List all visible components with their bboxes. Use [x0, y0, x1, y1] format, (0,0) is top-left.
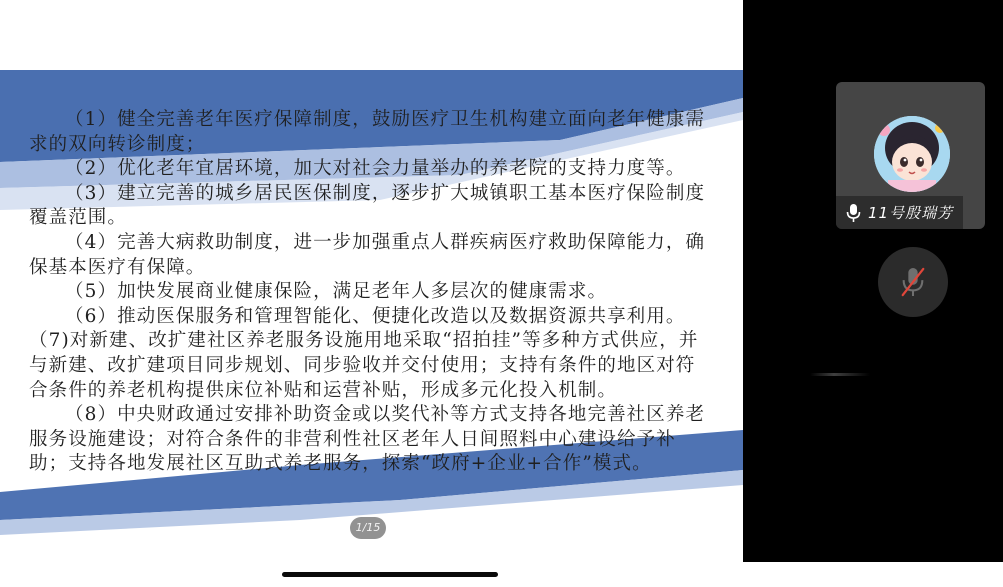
- slide-paragraph: （7)对新建、改扩建社区养老服务设施用地采取“招拍挂”等多种方式供应，并与新建、改扩建项目同步规划、同步验收并交付使用；支持有条件的地区对符合条件的养老机构提供床位补贴和运营补贴，形成多元化投入机制。: [29, 330, 699, 401]
- slide-paragraph: （3）建立完善的城乡居民医保制度，逐步扩大城镇职工基本医疗保险制度覆盖范围。: [29, 182, 706, 229]
- slide-paragraph: （8）中央财政通过安排补助资金或以奖代补等方式支持各地完善社区养老服务设施建设；对符合条件的非营利性社区老年人日间照料中心建设给予补助；支持各地发展社区互助式养老服务，探索“政府+企业+合作”模式。: [29, 404, 706, 475]
- participant-tile[interactable]: [836, 82, 985, 229]
- slide-paragraph: （5）加快发展商业健康保险，满足老年人多层次的健康需求。: [65, 281, 608, 303]
- mute-toggle-button[interactable]: [878, 247, 948, 317]
- microphone-muted-icon: [899, 265, 927, 299]
- participant-panel: [743, 0, 1003, 562]
- decorative-smudge: [810, 373, 870, 376]
- slide-paragraph: （1）健全完善老年医疗保障制度，鼓励医疗卫生机构建立面向老年健康需求的双向转诊制度；: [29, 109, 706, 155]
- slide-paragraph: （6）推动医保服务和管理智能化、便捷化改造以及数据资源共享利用。: [65, 305, 686, 327]
- slide-paragraph: （4）完善大病救助制度，进一步加强重点人群疾病医疗救助保障能力，确保基本医疗有保障。: [29, 231, 706, 278]
- page-indicator: 1/15: [350, 517, 386, 539]
- slide-paragraph: （2）优化老年宜居环境，加大对社会力量举办的养老院的支持力度等。: [65, 158, 686, 180]
- cartoon-girl-avatar: [874, 116, 950, 192]
- bottom-bar: [0, 562, 1003, 587]
- home-indicator[interactable]: [282, 572, 498, 577]
- participant-name-bar: [836, 196, 963, 229]
- avatar-icon: [874, 116, 950, 192]
- slide-body-text: [29, 108, 709, 477]
- participant-name: 11号殷瑞芳: [868, 204, 954, 222]
- microphone-icon: [846, 203, 861, 223]
